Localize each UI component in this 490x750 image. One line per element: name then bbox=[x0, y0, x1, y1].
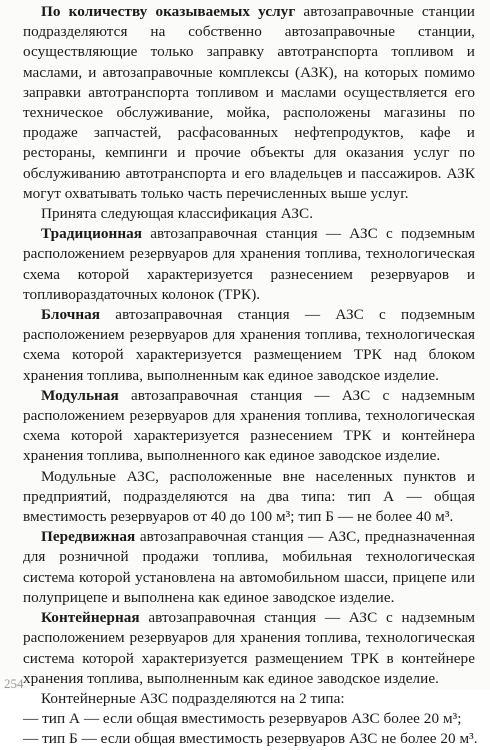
paragraph-modular-types bbox=[23, 467, 475, 528]
term-block: Блочная bbox=[41, 306, 101, 324]
term-mobile: Передвижная bbox=[41, 528, 136, 546]
term-modular: Модульная bbox=[41, 386, 119, 404]
list-item-type-b: — тип Б — если общая вместимость резервуаров АЗС не более 20 м³. bbox=[23, 730, 478, 748]
paragraph-text: автозаправочные станции подразделяются на собственно автозаправочные станции, осуществляющие только заправку автотранспорта топливом и маслами, и автозаправочные комплексы (АЗК), на которых помимо заправки автотранспорта топливом и маслами осуществляется его техническое обслуживание, мойка, расположены магазины по продаже запчастей, расфасованных нефтепродуктов, кафе и рестораны, кемпинги и прочие объекты для оказания услуг по обслуживанию автотранспорта и его владельцев и пассажиров. АЗК могут охватывать только часть перечисленных выше услуг. bbox=[23, 3, 475, 202]
page-number: 254 bbox=[4, 676, 24, 691]
paragraph-text: Контейнерные АЗС подразделяются на 2 типа: bbox=[41, 689, 345, 707]
paragraph-classification bbox=[23, 204, 475, 224]
paragraph-text: автозаправочная станция — АЗС, предназначенная для розничной продажи топлива, мобильная технологическая система которой установлена на автомобильном шасси, прицепе или полуприцепе и выполнена как единое заводское изделие. bbox=[23, 528, 475, 606]
paragraph-text: автозаправочная станция — АЗС с надземным расположением резервуаров для хранения топлива, технологическая система которой характеризуется размещением ТРК в контейнере хранения топлива, выполненным как единое заводское изделие. bbox=[23, 609, 475, 687]
paragraph-traditional bbox=[23, 224, 475, 305]
paragraph-service-count bbox=[23, 2, 475, 204]
paragraph-text: Модульные АЗС, расположенные вне населенных пунктов и предприятий, подразделяются на два типа: тип А — общая вместимость резервуаров от 40 до 100 м³; тип Б — не более 40 м³. bbox=[23, 467, 475, 526]
term-container: Контейнерная bbox=[41, 609, 140, 627]
paragraph-text: автозаправочная станция — АЗС с надземным расположением резервуаров для хранения топлива, технологическая схема которой характеризуется разнесением ТРК и контейнера хранения топлива, выполненного как единое заводское изделие. bbox=[23, 386, 475, 465]
paragraph-text: автозаправочная станция — АЗС с подземным расположением резервуаров для хранения топлива, технологическая схема которой характеризуется разнесением резервуаров и топливораздаточных колонок (ТРК). bbox=[23, 225, 475, 303]
paragraph-mobile bbox=[23, 527, 475, 608]
term-traditional: Традиционная bbox=[41, 225, 143, 243]
paragraph-modular bbox=[23, 386, 475, 467]
paragraph-container-types bbox=[23, 689, 475, 709]
paragraph-text: Принята следующая классификация АЗС. bbox=[41, 205, 314, 223]
paragraph-container bbox=[23, 608, 475, 689]
list-item-type-a: — тип А — если общая вместимость резервуаров АЗС более 20 м³; bbox=[23, 710, 462, 728]
term-service-count: По количеству оказываемых услуг bbox=[41, 3, 296, 20]
paragraph-text: автозаправочная станция — АЗС с подземным расположением резервуаров для хранения топлива, технологическая схема которой характеризуется размещением ТРК над блоком хранения топлива, выполненным как единое заводское изделие. bbox=[23, 306, 475, 384]
body-text bbox=[23, 2, 478, 750]
paragraph-block bbox=[23, 305, 475, 386]
